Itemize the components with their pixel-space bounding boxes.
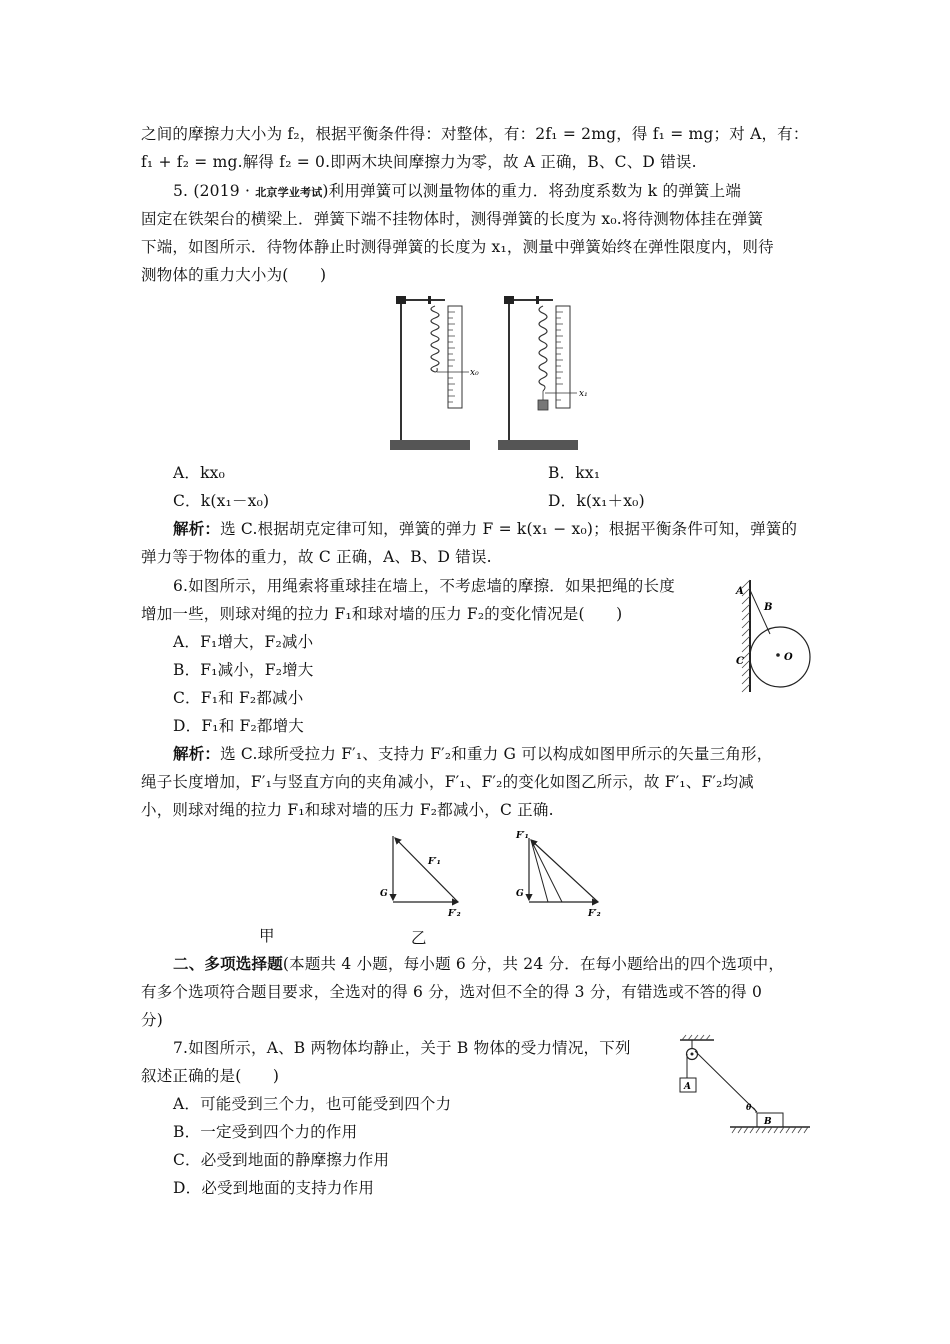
ball-wall-figure <box>728 574 816 698</box>
section-2-header <box>173 954 784 974</box>
analysis-text: 选 C.球所受拉力 F′₁、支持力 F′₂和重力 G 可以构成如图甲所示的矢量三角形， <box>220 745 773 763</box>
stand-left <box>390 296 479 450</box>
label-g: G <box>516 889 524 899</box>
option-a: A．F₁增大，F₂减小 <box>173 633 314 651</box>
spring-scale-figure <box>385 292 605 454</box>
label-x0: x₀ <box>470 368 479 378</box>
section-text: (本题共 4 小题，每小题 6 分，共 24 分．在每小题给出的四个选项中， <box>282 955 785 973</box>
analysis-6 <box>173 744 772 764</box>
option-b: B．kx₁ <box>548 464 601 482</box>
option-a: A．可能受到三个力，也可能受到四个力 <box>173 1095 452 1113</box>
label-f2: F′₂ <box>588 909 601 919</box>
text-line: 分) <box>141 1011 163 1029</box>
option-b: B．一定受到四个力的作用 <box>173 1123 358 1141</box>
question-number: 5. <box>173 182 189 200</box>
label-b: B <box>764 602 773 613</box>
analysis-5 <box>173 519 797 539</box>
label-theta: θ <box>746 1102 752 1112</box>
vector-triangle-yi <box>512 826 612 922</box>
text-line: 叙述正确的是( ) <box>141 1067 280 1085</box>
text-line: 固定在铁架台的横梁上．弹簧下端不挂物体时，测得弹簧的长度为 x₀.将待测物体挂在弹簧 <box>141 210 764 228</box>
text-line: 之间的摩擦力大小为 f₂，根据平衡条件得：对整体，有：2f₁ = 2mg，得 f₁ = mg；对 A，有： <box>141 125 809 143</box>
text-line: 有多个选项符合题目要求，全选对的得 6 分，选对但不全的得 3 分，有错选或不答的得 0 <box>141 983 763 1001</box>
label-o: O <box>784 652 793 663</box>
text-line: 下端，如图所示．待物体静止时测得弹簧的长度为 x₁，测量中弹簧始终在弹性限度内，则待 <box>141 238 774 256</box>
label-a: A <box>736 586 744 597</box>
stand-right <box>498 296 588 450</box>
option-c: C．k(x₁－x₀) <box>173 492 270 510</box>
caption-yi: 乙 <box>411 929 427 947</box>
label-c: C <box>736 656 744 667</box>
analysis-label: 解析： <box>173 519 221 538</box>
option-c: C．必受到地面的静摩擦力作用 <box>173 1151 390 1169</box>
question-7-stem: 7.如图所示，A、B 两物体均静止，关于 B 物体的受力情况，下列 <box>173 1039 631 1057</box>
option-d: D．k(x₁＋x₀) <box>548 492 645 510</box>
vector-triangle-jia <box>378 828 468 922</box>
section-title: 二、多项选择题 <box>173 954 283 973</box>
analysis-text: 选 C.根据胡克定律可知，弹簧的弹力 F = k(x₁ − x₀)；根据平衡条件可知，弹簧的 <box>220 520 798 538</box>
option-b: B．F₁减小，F₂增大 <box>173 661 314 679</box>
pulley-figure <box>674 1034 814 1140</box>
text-line: 测物体的重力大小为( ) <box>141 266 327 284</box>
text-line: 绳子长度增加，F′₁与竖直方向的夹角减小，F′₁、F′₂的变化如图乙所示，故 F′₁、F′₂均减 <box>141 773 754 791</box>
stem-text: )利用弹簧可以测量物体的重力．将劲度系数为 k 的弹簧上端 <box>322 182 742 200</box>
label-b: B <box>764 1117 772 1127</box>
text-line: 弹力等于物体的重力，故 C 正确，A、B、D 错误. <box>141 548 492 566</box>
source-prefix: (2019 · <box>193 182 256 200</box>
label-f1: F′₁ <box>428 857 441 867</box>
question-6-stem: 6.如图所示，用绳索将重球挂在墙上，不考虑墙的摩擦．如果把绳的长度 <box>173 577 675 595</box>
label-g: G <box>380 889 388 899</box>
text-line: 增加一些，则球对绳的拉力 F₁和球对墙的压力 F₂的变化情况是( ) <box>141 605 623 623</box>
option-d: D．必受到地面的支持力作用 <box>173 1179 375 1197</box>
option-a: A．kx₀ <box>173 464 226 482</box>
label-x1: x₁ <box>579 389 588 399</box>
option-d: D．F₁和 F₂都增大 <box>173 717 304 735</box>
label-f2: F′₂ <box>448 909 461 919</box>
label-f1: F′₁ <box>516 831 529 841</box>
analysis-label: 解析： <box>173 744 221 763</box>
label-a: A <box>684 1082 691 1092</box>
question-5-stem <box>173 181 741 203</box>
text-line: 小，则球对绳的拉力 F₁和球对墙的压力 F₂都减小，C 正确. <box>141 801 554 819</box>
caption-jia: 甲 <box>259 927 275 945</box>
source-name: 北京学业考试 <box>255 186 323 199</box>
option-c: C．F₁和 F₂都减小 <box>173 689 304 707</box>
text-line: f₁ + f₂ = mg.解得 f₂ = 0.即两木块间摩擦力为零，故 A 正确，B、C、D 错误. <box>141 153 697 171</box>
